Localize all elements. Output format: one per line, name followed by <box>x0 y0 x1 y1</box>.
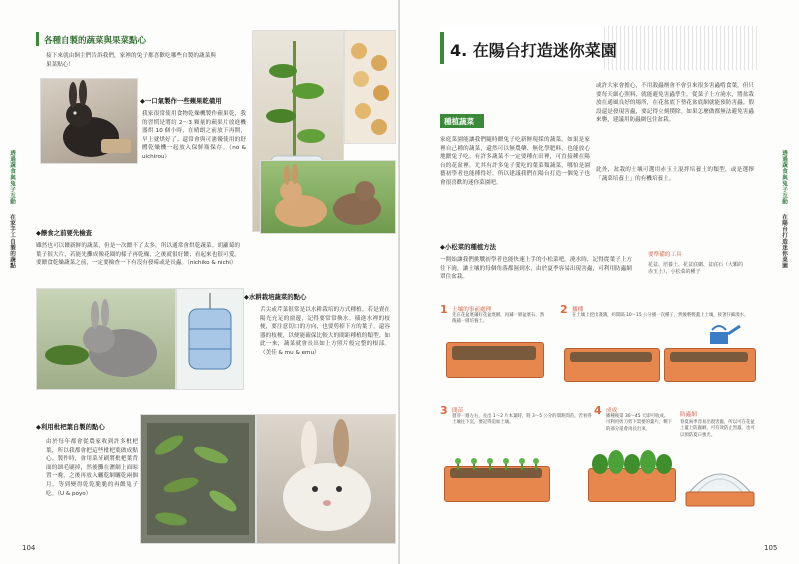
side-tab-chapter: 透過蔬食與兔子互動 <box>9 150 15 205</box>
chapter-header <box>440 26 758 70</box>
insect-net-icon <box>682 468 758 508</box>
step-4-text: 播種後第 30〜45 天即可收成。可利用剪刀剪下需要的葉片，剩下的部分還會再長出來。 <box>606 414 672 432</box>
left-page <box>0 0 399 564</box>
growing-text-a: 家庭菜園能讓我們隨時餵兔子吃新鮮現採的蔬菜。如果是家裡自己種的蔬菜，還然可以無農藥、無化學肥料，也能放心地餵兔子吃。有許多蔬菜不一定要種在田裡，可直接種在陽台的花盆裡。尤其有許多兔子愛吃的葉菜類蔬菜，哪怕是園藝初學者也能種得好，所以建議我們在陽台打造一個兔子也會很喜歡的迷你菜園吧。 <box>440 137 590 186</box>
section-bar <box>36 32 39 46</box>
rabbits-photo <box>260 160 396 234</box>
step-1-title: 土壤的事前處理 <box>452 307 492 313</box>
step-2-number: 2 <box>560 303 568 316</box>
step-2-planters <box>564 340 756 384</box>
apple-chips-text: 我家很常使用食物乾燥機製作蘋果乾，我的習慣是將約 2〜3 顆量的蘋果片放進機器烘 10 個小時，在晴朗之前放下再開，早上就烘好了。還常會與可憲優使用的舒體乾燥機一起放入保鮮瓶保存。（no & uichirou） <box>142 111 246 160</box>
net-text: 春夏兩季容易出現害蟲，所以可在花盆上蓋上防蟲網，可有效防止害蟲，也可以預防夏日強光。 <box>680 420 755 438</box>
tools-title: 要準備的工具 <box>648 252 682 258</box>
section-title: 各種自製的蔬菜與果菜點心 <box>44 36 147 46</box>
step-1-number: 1 <box>440 303 448 316</box>
subheading-apple-chips: ◆一口氣製作一些蘋果乾備用 <box>140 97 222 105</box>
intro-text: 接下來就由飼主們告訴我們，家裡的兔子都喜歡吃哪些自製的蔬菜與果菜點心！ <box>46 53 216 68</box>
rabbit-face-photo <box>256 414 396 544</box>
step-3-number: 3 <box>440 404 448 417</box>
page-number: 104 <box>22 544 36 552</box>
section-title-growing-text: 種植蔬菜 <box>444 117 474 126</box>
watering-can-icon <box>704 322 744 348</box>
section-title-growing <box>440 114 484 128</box>
growing-text-b: 或許大家會擔心，不用殺蟲劑會不會引來很多害蟲啃食葉，但只要每天細心照料，就能避免害蟲孳生。從菜子上方澆水，將盆栽放在通風良好的場所，在花盆底下墊花盆底網就能預防害蟲。假設還是發現害蟲，要記得立刻撲除。如果怎麼做都無法避免害蟲來襲，建議用防蟲網包住盆栽。 <box>596 83 754 124</box>
chapter-title: 4. 在陽台打造迷你菜園 <box>450 41 617 60</box>
seedlings-icon <box>444 452 548 472</box>
rabbit-illustration <box>41 79 137 163</box>
rabbit-eating-photo <box>36 288 176 390</box>
check-before-feeding-text: 雖然也可以餵新鮮的蔬菜，但是一次餵不了太多，所以通常會烘乾蔬菜。胡蘿蔔的葉子很大片，若能先攤成像花圈的樣子再乾燥，之後就很好餵；看起來也很可愛。要餵食乾燥蔬菜之前，一定要檢查一下有沒有發霉或是長蟲。（nichiko & nichi） <box>36 243 240 267</box>
subheading-loquat: ◆利用枇杷葉自製的點心 <box>36 423 105 431</box>
step-1-text: 先在花盆底鋪好花盆底網，再鋪一層盆底石，然後鋪一層培養土。 <box>452 313 545 325</box>
growing-text-c: 此外，盆栽的土壤可選用赤玉土混拌培養土的類型，或是選擇「蔬菜培養土」的有機培養土。 <box>596 167 754 182</box>
subheading-hydroponic: ◆水耕栽培蔬菜的點心 <box>244 293 307 301</box>
step-4-number: 4 <box>594 404 602 417</box>
step-1-planter <box>446 336 542 378</box>
side-tab-section: 在家手工自製的蔬點 <box>9 214 15 269</box>
subheading-check-before-feeding: ◆餵食之前要先檢查 <box>36 229 93 237</box>
side-tab-chapter: 透過蔬食與兔子互動 <box>781 150 787 205</box>
step-3-planter <box>444 452 548 502</box>
rabbit-photo <box>40 78 138 164</box>
loquat-illustration <box>141 415 255 543</box>
apple-chips-illustration <box>345 31 395 143</box>
net-planter <box>682 468 758 508</box>
tools-box <box>646 250 754 298</box>
grown-greens-icon <box>588 448 674 478</box>
loquat-leaves-photo <box>140 414 256 544</box>
step-3-title: 間苗 <box>452 408 464 414</box>
step-4-planter <box>588 448 674 502</box>
subheading-komatsuna: ◆小松菜的種植方法 <box>440 243 497 251</box>
rabbits-illustration <box>261 161 395 233</box>
hydroponic-text: 舌尖或芹菜很常是以水耕栽培的方式種植。若是賣在陽光充足的窗邊，記得要常常換水。插進水裡的枝梗，要注意切口的方向，也要剪掉下方的葉子，還容器的枝梗，以便能確保比較大的間距種植的類型。如此一來，蔬菜就會長出如上方照片般完整的根部。（美佳 & mu & emu） <box>260 307 390 356</box>
komatsuna-text: 一開始讓我們挑戰初學者也能快速上手的小松菜吧。澆水時，記得從葉子上方往下澆，讓土壤的每個角落都濕到水，由於夏季容易出現害蟲，可利用防蟲網罩住盆栽。 <box>440 257 632 281</box>
net-illustration <box>177 289 243 389</box>
hanging-net-photo <box>176 288 244 390</box>
step-2-text: 在土壤上挖出淺溝，約間隔 10〜15 公分播一次種子，然後輕輕蓋上土壤，接著仔細澆水。 <box>572 313 749 318</box>
side-tab-section: 在陽台打造迷你菜園 <box>781 214 787 269</box>
step-3-text: 發芽一週左右，長出 1〜2 片本葉時，將 3〜5 公分的間距間苗。若看得土壤往下沉，要記得追加土壤。 <box>452 414 592 426</box>
page-number: 105 <box>764 544 778 552</box>
apple-chips-photo <box>344 30 396 144</box>
tools-text: 花盆、培養土、花盆底網、盆底石（大顆的赤玉土）、小松菜的種子 <box>648 262 744 276</box>
loquat-text: 由於每年都會從農家收到許多枇杷葉，所以我都會把這些枇杷葉做成點心。製作時，會用菜牙刷將枇杷葉背面的細毛刷掉，然後攤在瀝網上面晾置一晚，之後再放入曬乾網曬乾兩個月，等到變得乾乾脆脆的再餵兔子吃。（U & poyo） <box>46 439 138 497</box>
step-4-title: 成成 <box>606 408 618 414</box>
rabbit-eating-illustration <box>37 289 175 389</box>
right-page <box>400 0 799 564</box>
rabbit-face-illustration <box>257 415 395 543</box>
step-2-title: 播種 <box>572 307 584 313</box>
net-title: 防蟲網 <box>680 412 697 418</box>
